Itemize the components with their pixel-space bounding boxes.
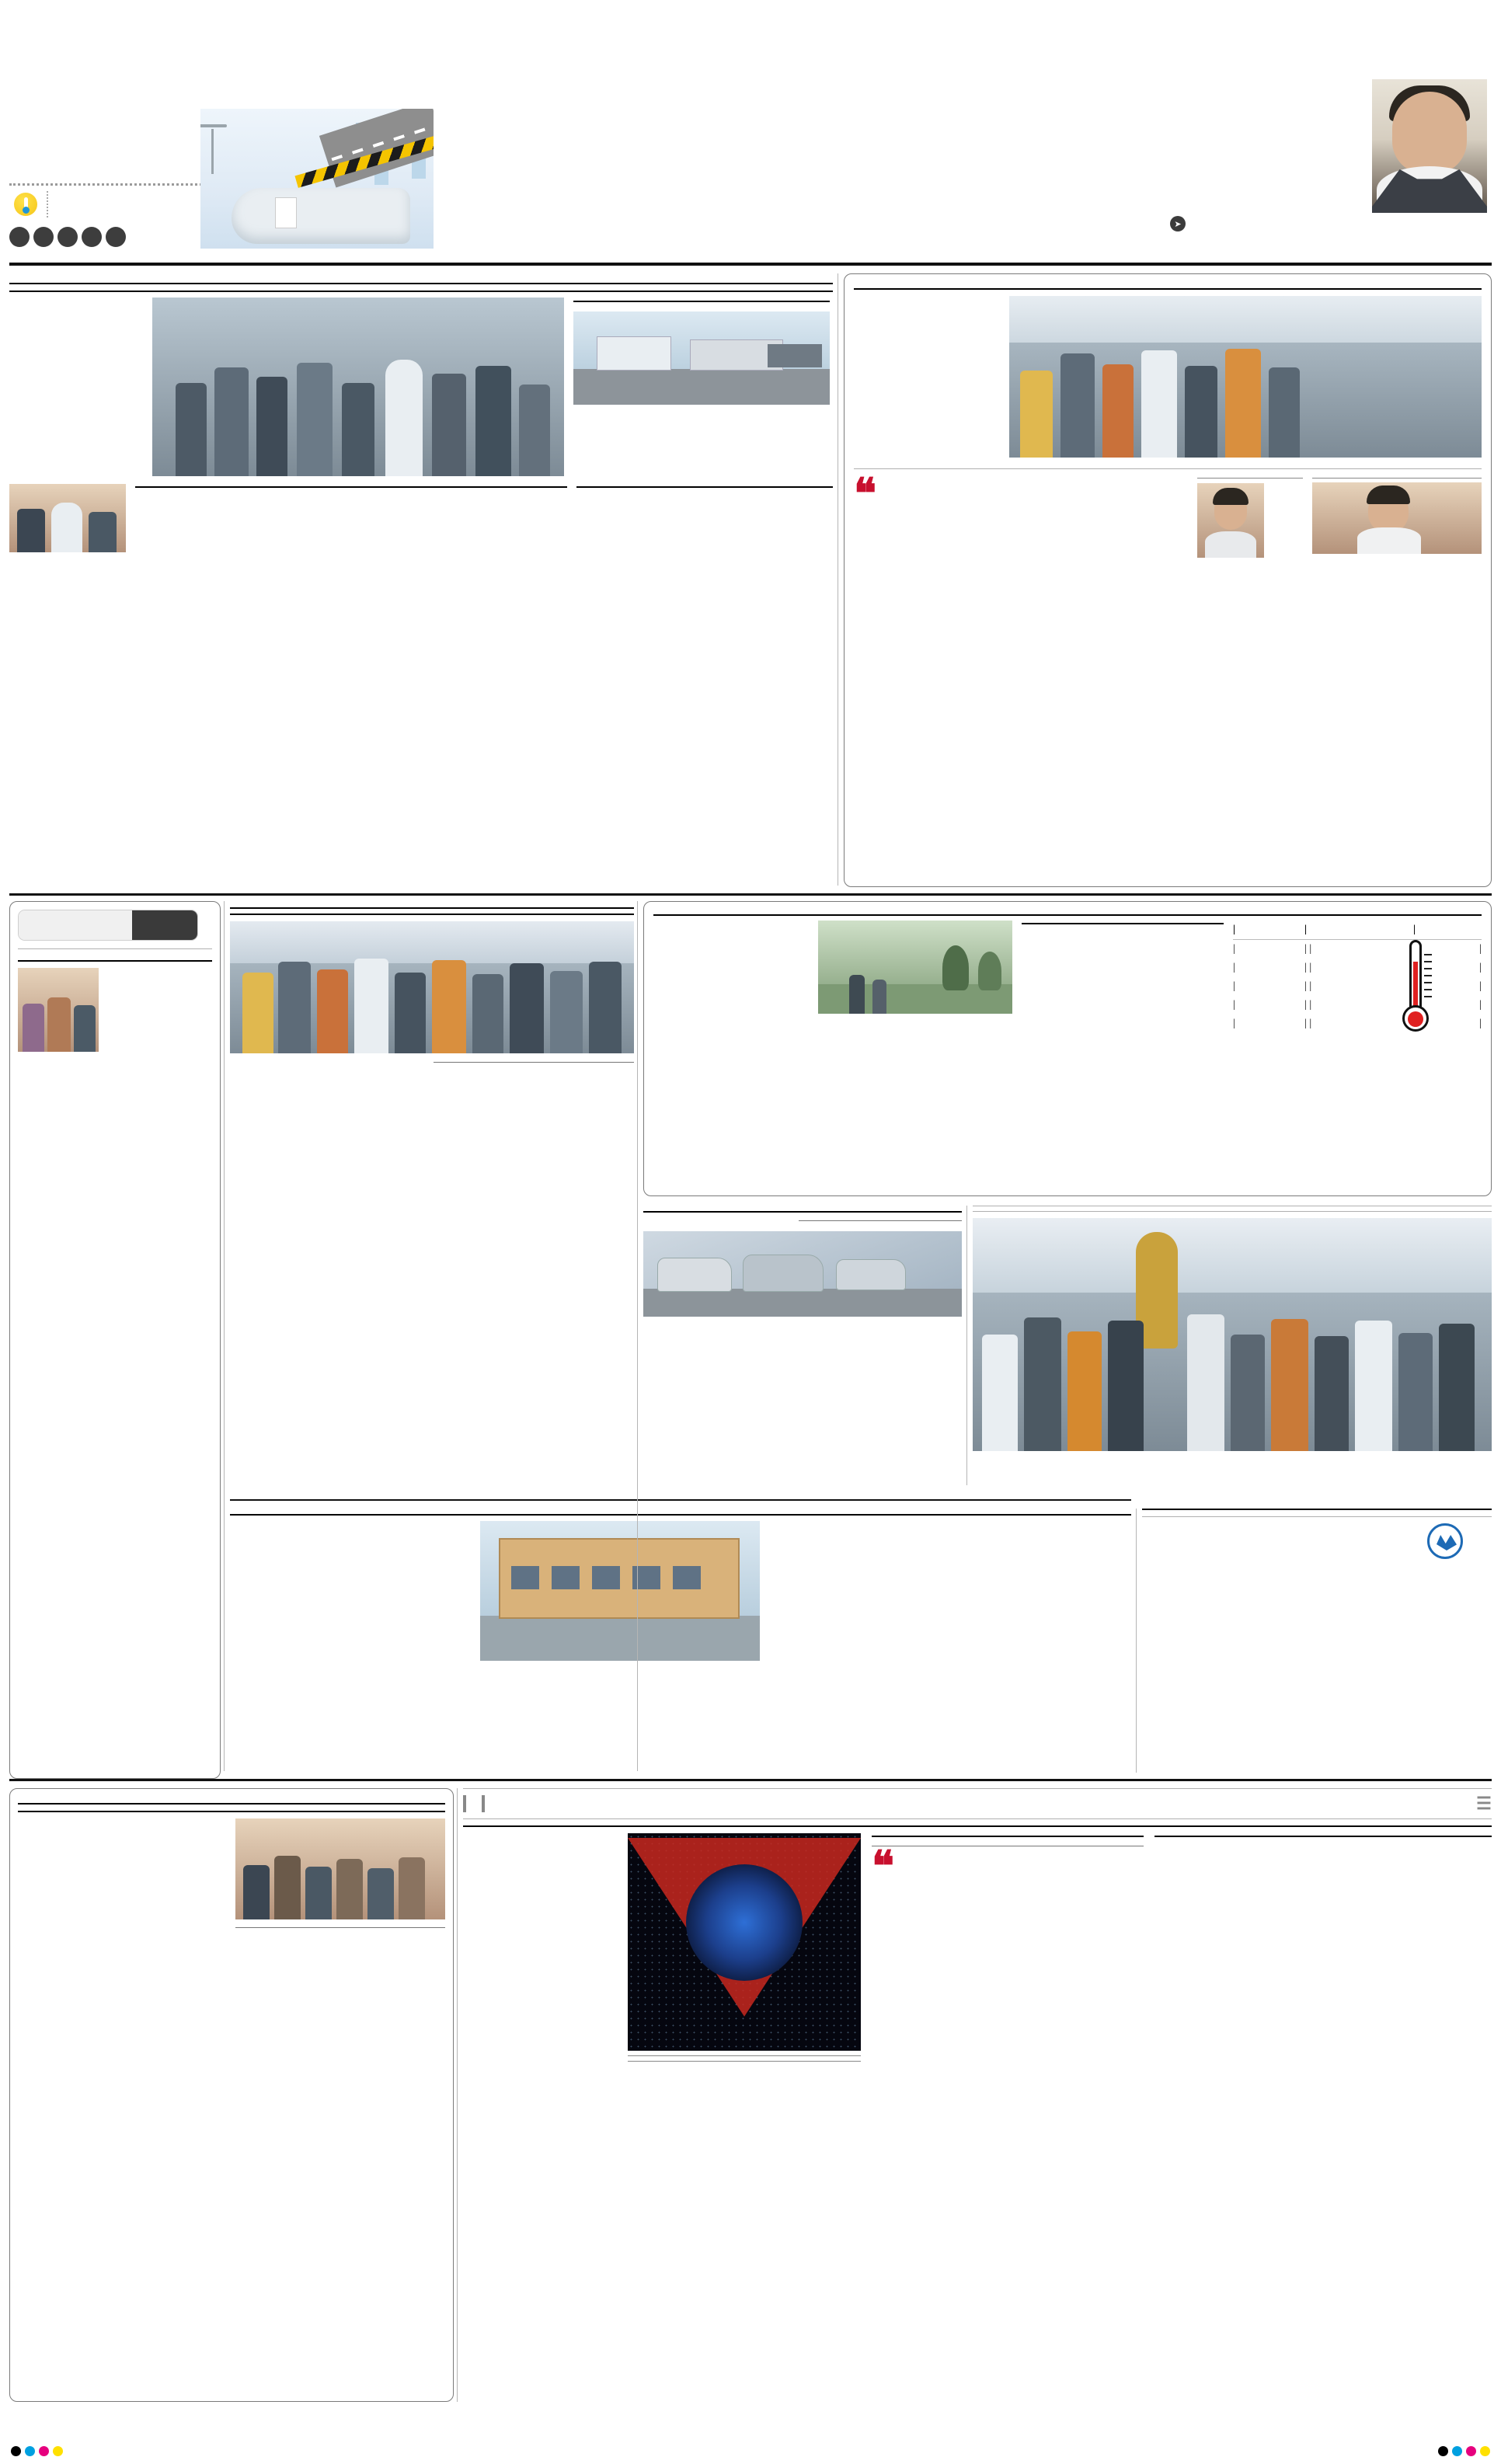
news-video-badge[interactable]: [18, 910, 198, 941]
congress-party-logo: [1427, 1523, 1463, 1559]
nhai-officials-photo: [9, 484, 126, 552]
desi-right-head: [1154, 1833, 1492, 1837]
accident-site-photo: [152, 298, 564, 476]
temperature-table: | | | | | | | | | | | | | | | | | | | | | | |: [1233, 921, 1482, 1033]
towed-vehicles-photo: [643, 1231, 962, 1317]
manpa-col1: [643, 1218, 791, 1225]
arvind-kumar-singh-photo: [1197, 483, 1264, 558]
table-row: | | |: [1233, 943, 1312, 955]
temperature-row: [9, 191, 210, 218]
murlidhar-mohol-photo: [1312, 482, 1482, 554]
school-story: [230, 1509, 1131, 1665]
quote-mark-icon: ❝: [872, 1843, 895, 1890]
naman-story: [973, 1206, 1492, 1457]
table-row: | | |: [1233, 962, 1312, 973]
social-links[interactable]: [9, 227, 126, 247]
desi-mid-head2: [872, 1843, 1144, 1846]
school-col1: [230, 1521, 471, 1665]
bjp-workers-photo: [230, 921, 634, 1053]
masthead-divider: [9, 183, 202, 186]
itpark-subhead: [18, 1803, 445, 1812]
thermometer-graphic: [1398, 940, 1433, 1032]
weather-story: [643, 901, 1492, 1196]
driver-case-head: [434, 1060, 634, 1063]
unnat-marg-head: [576, 484, 833, 488]
ajit-page-note[interactable]: [1170, 216, 1190, 231]
desi-kicker: [463, 1794, 1492, 1814]
table-row: | | |: [1233, 1018, 1312, 1029]
itpark-story: [9, 1788, 454, 2402]
quote-mark-icon: ❝: [854, 471, 877, 517]
lead-caption-head: [573, 298, 830, 302]
temp-table-header: | | |: [1233, 921, 1482, 940]
manpa-story: [643, 1206, 962, 1317]
ajit-pawar-box: [1170, 36, 1490, 230]
masthead: [0, 0, 1501, 256]
masthead-bottom-rule: [9, 263, 1492, 266]
row2-rule: [9, 893, 1492, 896]
column-divider-3: [637, 901, 638, 1771]
news-video-column: [9, 901, 221, 1779]
newspaper-logo[interactable]: [435, 48, 932, 62]
row4-rule: [9, 1779, 1492, 1781]
desi-cosmic-web-visualization: [628, 1833, 861, 2051]
bihar-celebration-photo: [1009, 296, 1482, 458]
lead-subhead: [9, 283, 833, 292]
ajit-pawar-photo: [1372, 79, 1487, 213]
desi-story: [463, 1788, 1492, 2066]
accident-illustration: [200, 109, 434, 249]
arrow-right-icon: ➤: [1170, 216, 1186, 231]
video-tab[interactable]: [132, 910, 197, 940]
cmyk-marks-right: [1438, 2446, 1490, 2456]
nehru-tribute-photo: [973, 1218, 1492, 1451]
publication-date: [11, 109, 16, 141]
janta-head: [1312, 475, 1482, 479]
congress-story: [1142, 1509, 1492, 1559]
pinchi-head: [1197, 475, 1303, 479]
hamburger-icon: ☰: [1476, 1794, 1492, 1813]
winter-morning-park-photo: [818, 921, 1012, 1014]
municipal-school-building-photo: [480, 1521, 760, 1661]
table-row: | | |: [1233, 980, 1312, 992]
call-center-raid-photo: [235, 1818, 445, 1919]
desi-mid-head: [872, 1833, 1144, 1837]
column-divider-6: [457, 1788, 458, 2402]
manpa-side-head: [799, 1218, 962, 1221]
table-row: | | |: [1233, 999, 1312, 1011]
footer-registration-marks: [0, 2446, 1501, 2456]
instagram-icon[interactable]: [33, 227, 54, 247]
column-divider-2: [224, 901, 225, 1771]
nhai-headline: [135, 484, 567, 488]
fraud-method-head: [235, 1925, 445, 1928]
bihar-story: [844, 273, 1492, 887]
desi-col1: [463, 1833, 617, 2066]
weather-advice-head: [1022, 921, 1224, 924]
x-twitter-icon[interactable]: [57, 227, 78, 247]
thermometer-icon: [14, 193, 37, 216]
linkedin-icon[interactable]: [106, 227, 126, 247]
column-divider-4: [966, 1206, 967, 1485]
bjp-subhead: [230, 907, 634, 915]
temp-divider: [47, 191, 48, 218]
arrest-accused-photo: [18, 968, 99, 1052]
column-divider-5: [1136, 1509, 1137, 1773]
youtube-icon[interactable]: [82, 227, 102, 247]
cmyk-marks-left: [11, 2446, 63, 2456]
highway-truck-photo: [573, 311, 830, 405]
lead-story: [9, 273, 833, 559]
facebook-icon[interactable]: [9, 227, 30, 247]
desi-caption-head: [628, 2055, 861, 2062]
bjp-story: [230, 901, 634, 1067]
itpark-col1: [18, 1818, 228, 1932]
congress-body: [1142, 1523, 1391, 1559]
school-rule: [230, 1499, 1131, 1501]
school-col3: [769, 1521, 1131, 1665]
